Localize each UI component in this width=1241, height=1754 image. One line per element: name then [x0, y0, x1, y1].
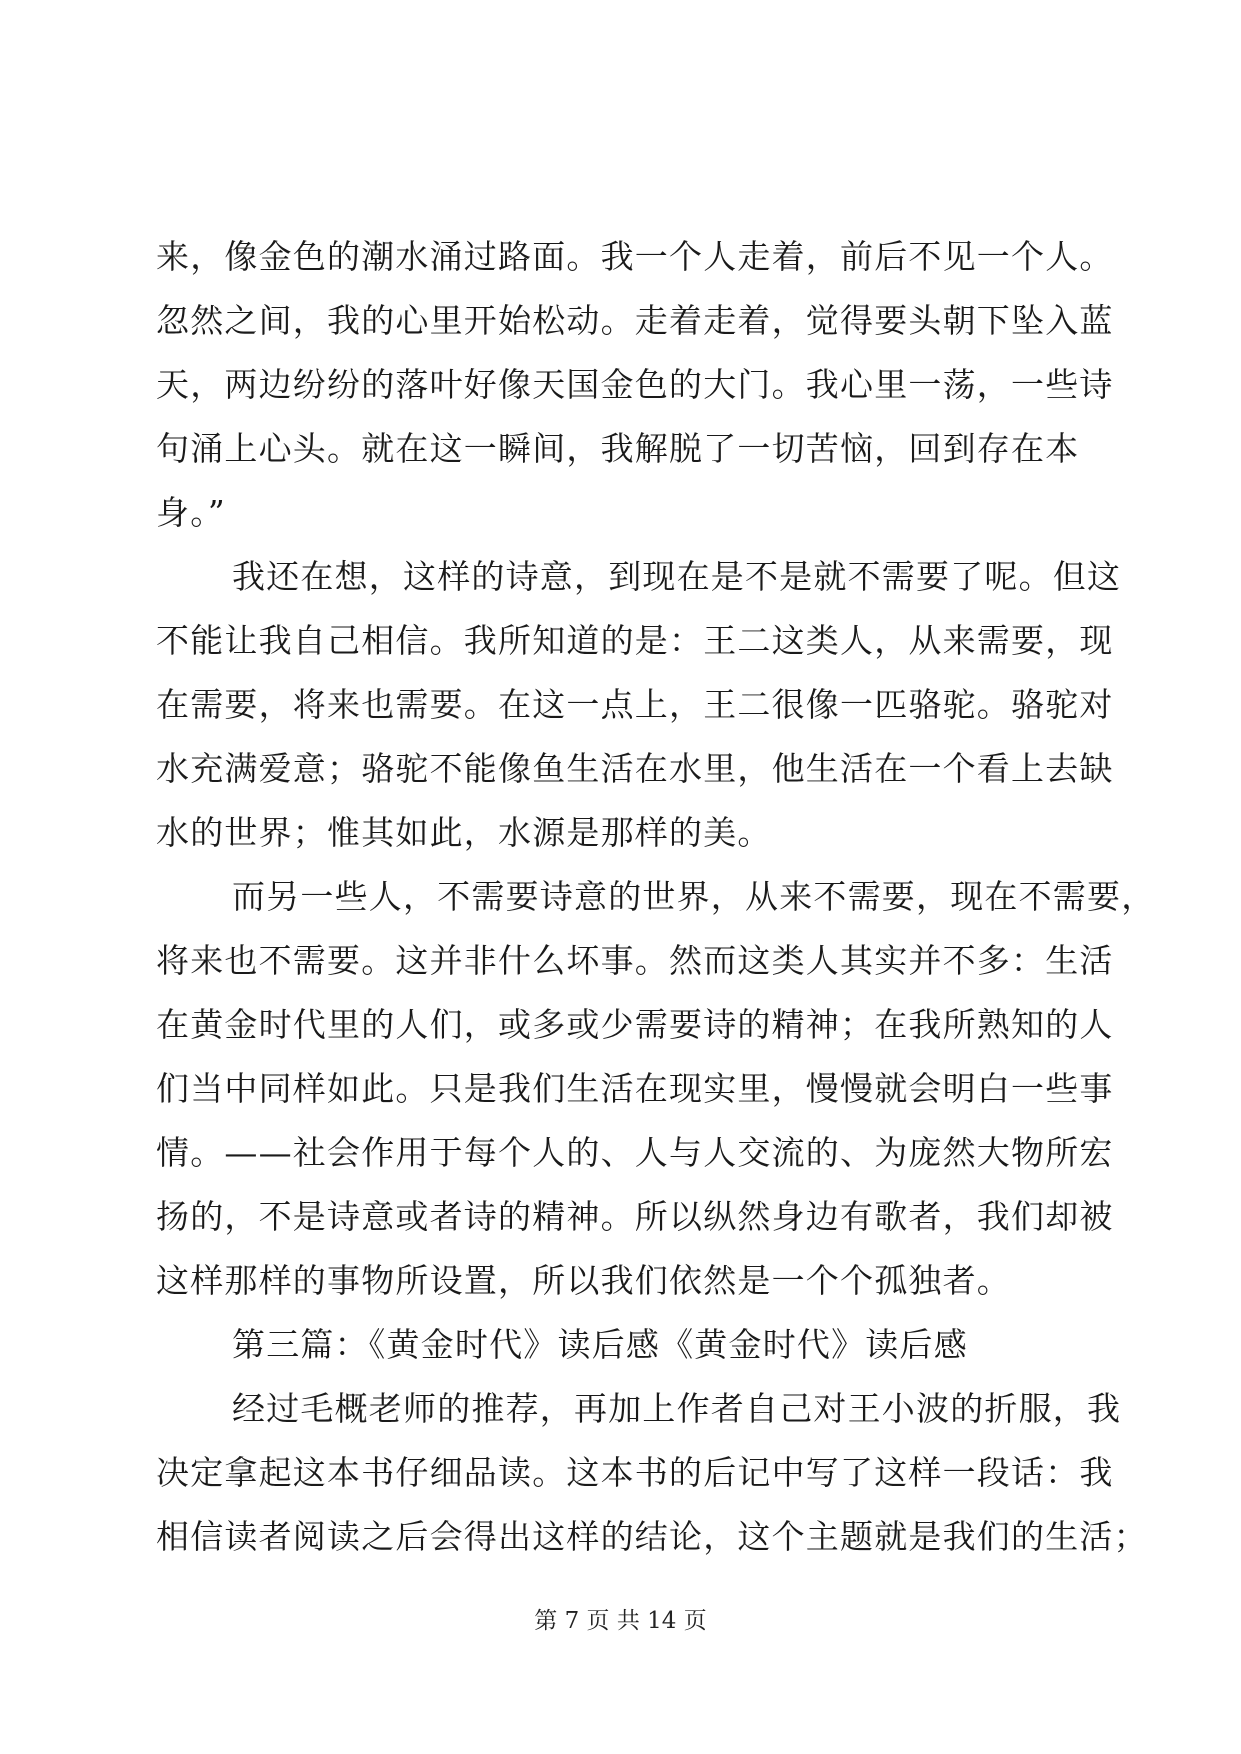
paragraph-first-line: 我还在想，这样的诗意，到现在是不是就不需要了呢。但这: [232, 557, 1122, 596]
text-line: 扬的，不是诗意或者诗的精神。所以纵然身边有歌者，我们却被: [156, 1197, 1114, 1236]
text-line: 这样那样的事物所设置，所以我们依然是一个个孤独者。: [156, 1261, 1011, 1300]
text-line: 情。——社会作用于每个人的、人与人交流的、为庞然大物所宏: [156, 1133, 1114, 1172]
text-line: 忽然之间，我的心里开始松动。走着走着，觉得要头朝下坠入蓝: [156, 301, 1114, 340]
text-line: 将来也不需要。这并非什么坏事。然而这类人其实并不多：生活: [156, 941, 1114, 980]
text-line: 身。”: [156, 493, 226, 532]
section-heading: 第三篇：《黄金时代》读后感《黄金时代》读后感: [232, 1325, 968, 1364]
page-number-footer: 第 7 页 共 14 页: [534, 1608, 707, 1634]
text-line: 在需要，将来也需要。在这一点上，王二很像一匹骆驼。骆驼对: [156, 685, 1114, 724]
text-line: 决定拿起这本书仔细品读。这本书的后记中写了这样一段话：我: [156, 1453, 1114, 1492]
paragraph-first-line: 而另一些人，不需要诗意的世界，从来不需要，现在不需要，: [232, 877, 1156, 916]
text-line: 不能让我自己相信。我所知道的是：王二这类人，从来需要，现: [156, 621, 1114, 660]
text-line: 在黄金时代里的人们，或多或少需要诗的精神；在我所熟知的人: [156, 1005, 1114, 1044]
text-line: 天，两边纷纷的落叶好像天国金色的大门。我心里一荡，一些诗: [156, 365, 1114, 404]
paragraph-first-line: 经过毛概老师的推荐，再加上作者自己对王小波的折服，我: [232, 1389, 1122, 1428]
text-line: 相信读者阅读之后会得出这样的结论，这个主题就是我们的生活；: [156, 1517, 1148, 1556]
text-line: 水充满爱意；骆驼不能像鱼生活在水里，他生活在一个看上去缺: [156, 749, 1114, 788]
text-line: 水的世界；惟其如此，水源是那样的美。: [156, 813, 772, 852]
text-line: 句涌上心头。就在这一瞬间，我解脱了一切苦恼，回到存在本: [156, 429, 1080, 468]
text-line: 来，像金色的潮水涌过路面。我一个人走着，前后不见一个人。: [156, 237, 1114, 276]
text-line: 们当中同样如此。只是我们生活在现实里，慢慢就会明白一些事: [156, 1069, 1114, 1108]
